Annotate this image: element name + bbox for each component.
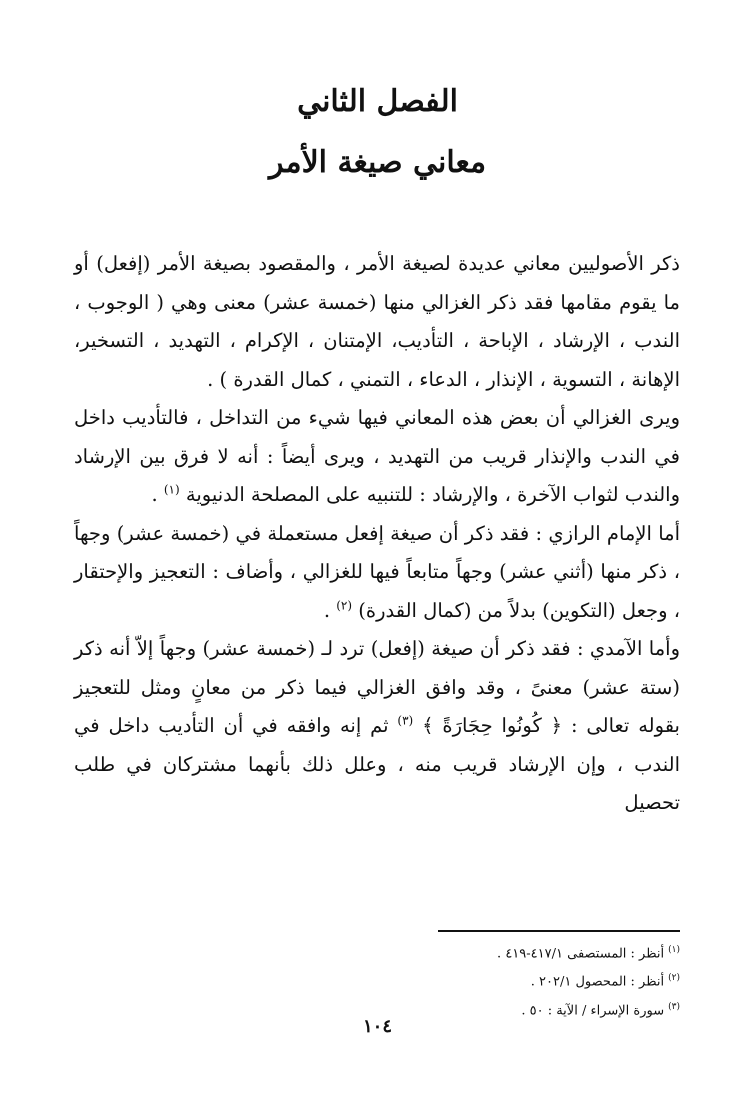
paragraph-2 (74, 399, 680, 515)
paragraph-text: ذكر الأصوليين معاني عديدة لصيغة الأمر ، والمقصود بصيغة الأمر (إفعل) أو ما يقوم مقامها فقد ذكر الغزالي منها (خمسة عشر) معنى وهي ( الوجوب ، الندب ، الإرشاد ، الإباحة ، التأديب، الإمتنان ، الإكرام ، التهديد ، التسخير، الإهانة ، التسوية ، الإنذار ، الدعاء ، التمني ، كمال القدرة ) . (74, 252, 680, 391)
footnote-number: (٣) (668, 1001, 680, 1012)
paragraph-text: وأما الآمدي : فقد ذكر أن صيغة (إفعل) ترد لـ (خمسة عشر) وجهاً إلاّ أنه ذكر (ستة عشر) معنىً ، وقد وافق الغزالي فيما ذكر من معانٍ ومثل للتعجيز بقوله تعالى : ﴿ كُونُوا حِجَارَةً ﴾ (74, 637, 680, 737)
footnote-ref-1: (١) (163, 482, 180, 497)
body-text (74, 245, 680, 823)
footnote-number: (٢) (668, 973, 680, 984)
paragraph-tail: ثم إنه وافقه في أن التأديب داخل في الندب ، وإن الإرشاد قريب منه ، وعلل ذلك بأنهما مشتركان في طلب تحصيل (74, 714, 680, 814)
paragraph-tail: . (151, 483, 164, 506)
chapter-subtitle: معاني صيغة الأمر (268, 145, 487, 180)
paragraph-text: أما الإمام الرازي : فقد ذكر أن صيغة إفعل مستعملة في (خمسة عشر) وجهاً ، ذكر منها (أثني عشر) وجهاً متابعاً فيها للغزالي ، وأضاف : التعجيز والإحتقار ، وجعل (التكوين) بدلاً من (كمال القدرة) (74, 521, 680, 622)
paragraph-text: ويرى الغزالي أن بعض هذه المعاني فيها شيء من التداخل ، فالتأديب داخل في الندب والإنذار قريب من التهديد ، ويرى أيضاً : أنه لا فرق بين الإرشاد والندب لثواب الآخرة ، والإرشاد : للتنبيه على المصلحة الدنيوية (74, 406, 680, 506)
footnote-2 (300, 966, 680, 994)
chapter-title: الفصل الثاني (297, 84, 458, 119)
paragraph-3 (74, 515, 680, 631)
paragraph-4 (74, 630, 680, 823)
paragraph-1 (74, 245, 680, 399)
paragraph-tail: . (323, 598, 337, 622)
footnote-text: أنظر : المستصفى ٤١٧/١-٤١٩ . (497, 946, 665, 962)
footnotes (300, 938, 680, 1023)
footnote-text: سورة الإسراء / الآية : ٥٠ . (521, 1002, 665, 1018)
footnote-text: أنظر : المحصول ٢٠٢/١ . (530, 974, 665, 990)
footnote-divider (438, 930, 680, 932)
footnote-ref-3: (٣) (397, 713, 414, 728)
footnote-1 (300, 938, 680, 966)
footnote-ref-2: (٢) (336, 598, 353, 612)
footnote-number: (١) (668, 945, 680, 955)
page-number: ١٠٤ (362, 1016, 392, 1037)
